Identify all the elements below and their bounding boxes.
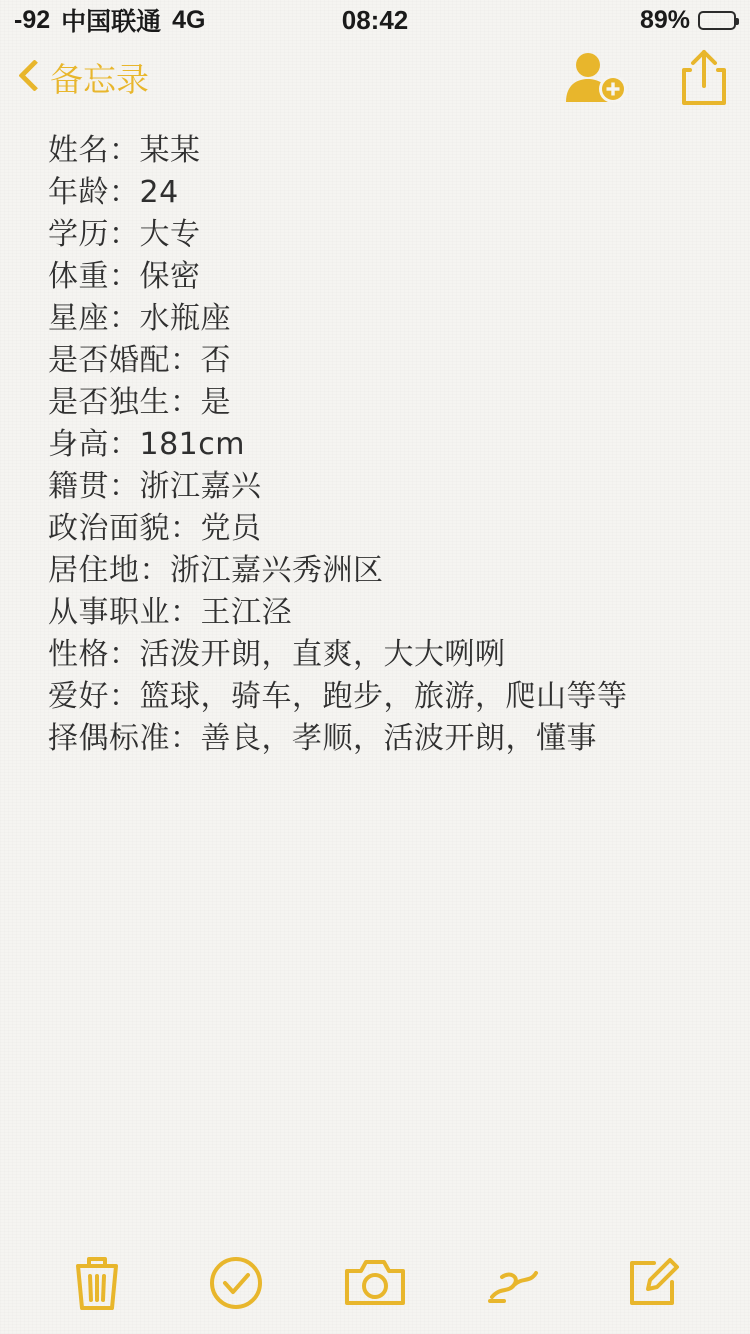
signal-strength-text: -92 [14, 5, 51, 34]
note-line: 星座：水瓶座 [48, 301, 231, 336]
status-bar [0, 0, 750, 40]
note-line: 年龄：24 [48, 175, 179, 210]
camera-button[interactable] [339, 1247, 411, 1319]
back-button-label: 备忘录 [50, 60, 149, 98]
note-line: 居住地：浙江嘉兴秀洲区 [48, 553, 384, 588]
bottom-toolbar [0, 1242, 750, 1334]
note-line: 爱好：篮球，骑车，跑步，旅游，爬山等等 [48, 679, 628, 714]
compose-button[interactable] [617, 1247, 689, 1319]
trash-icon [72, 1254, 122, 1312]
scribble-button[interactable] [478, 1247, 550, 1319]
delete-button[interactable] [61, 1247, 133, 1319]
checklist-button[interactable] [200, 1247, 272, 1319]
add-person-button[interactable] [558, 48, 632, 106]
note-line: 择偶标准：善良，孝顺，活波开朗，懂事 [48, 721, 597, 756]
battery-percent-text: 89% [639, 5, 690, 34]
note-line: 身高：181cm [48, 427, 245, 462]
compose-icon [624, 1255, 682, 1311]
note-line: 姓名：某某 [48, 133, 201, 168]
back-button[interactable] [18, 54, 149, 101]
navigation-bar [0, 40, 750, 114]
camera-icon [343, 1257, 407, 1309]
note-line: 政治面貌：党员 [48, 511, 262, 546]
checklist-circle-icon [207, 1254, 265, 1312]
note-line: 学历：大专 [48, 217, 201, 252]
note-line: 是否婚配：否 [48, 343, 231, 378]
chevron-left-icon [18, 60, 40, 94]
battery-icon [698, 11, 736, 30]
carrier-name: 中国联通 [61, 8, 162, 36]
network-type: 4G [172, 5, 206, 34]
status-right-group [408, 6, 736, 35]
share-icon [680, 48, 728, 106]
share-button[interactable] [680, 48, 728, 106]
status-left-group [14, 2, 342, 38]
note-line: 体重：保密 [48, 259, 201, 294]
note-line: 从事职业：王江泾 [48, 595, 292, 630]
note-content[interactable] [0, 114, 750, 1242]
note-line: 性格：活泼开朗，直爽，大大咧咧 [48, 637, 506, 672]
add-person-icon [558, 48, 632, 106]
note-line: 籍贯：浙江嘉兴 [48, 469, 262, 504]
scribble-icon [484, 1257, 544, 1309]
note-line: 是否独生：是 [48, 385, 231, 420]
status-clock: 08:42 [341, 4, 409, 35]
